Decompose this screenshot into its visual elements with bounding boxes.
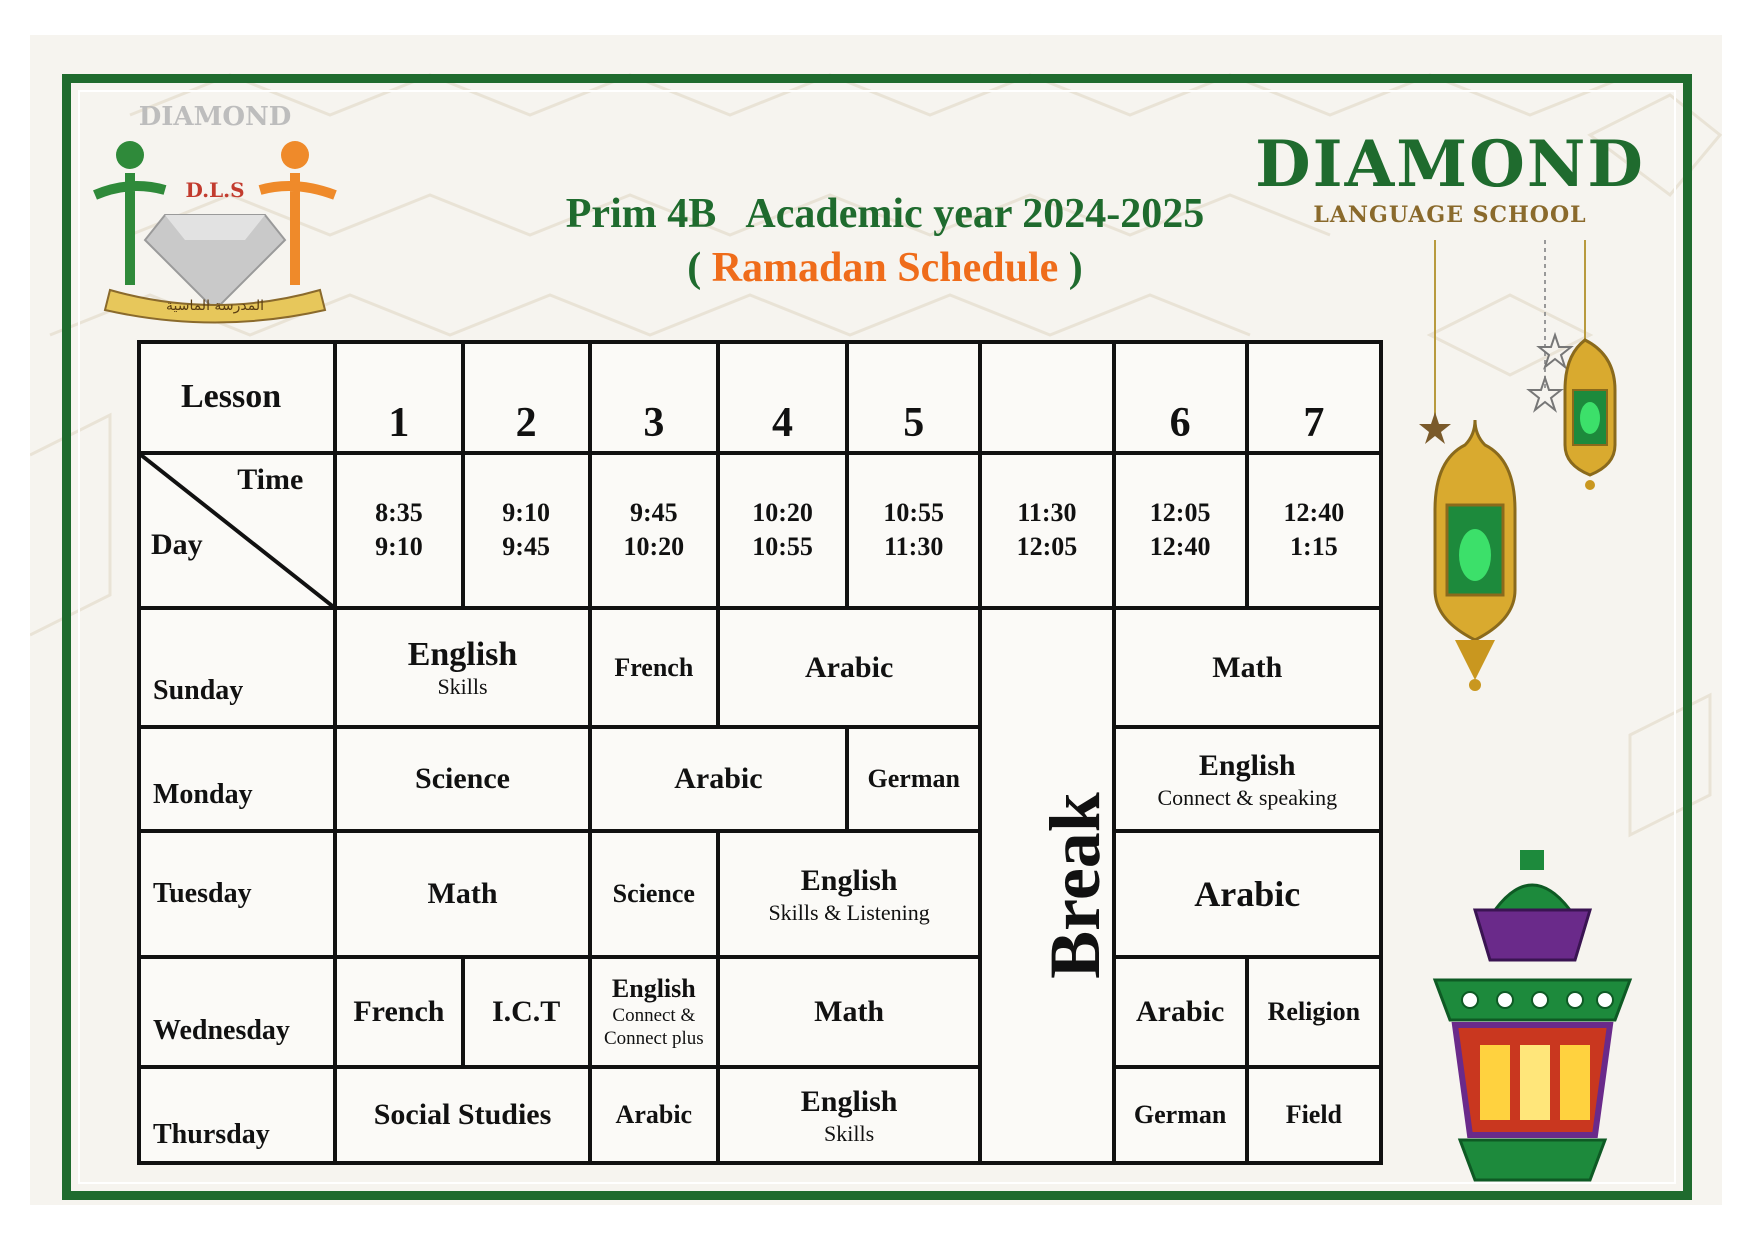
logo-ribbon-text: المدرسة الماسية — [165, 298, 265, 314]
subject-cell: French — [590, 608, 718, 727]
day-name: Thursday — [139, 1067, 335, 1163]
subject-cell: French — [335, 957, 462, 1068]
subject-cell: Arabic — [590, 727, 847, 832]
subject-cell: German — [847, 727, 980, 832]
time-label: Time — [237, 462, 304, 496]
day-name: Sunday — [139, 608, 335, 727]
subject-cell: Social Studies — [335, 1067, 589, 1163]
lesson-number: 2 — [463, 342, 590, 453]
subject-cell: Religion — [1247, 957, 1381, 1068]
time-slot: 12:05 12:40 — [1114, 453, 1247, 609]
lesson-number: 7 — [1247, 342, 1381, 453]
subject-cell: English Connect & Connect plus — [590, 957, 718, 1068]
page-subtitle: ( Ramadan Schedule ) — [687, 245, 1083, 291]
logo-dls-text: D.L.S — [185, 178, 245, 202]
subject-cell: Arabic — [1114, 831, 1381, 957]
subject-cell: Field — [1247, 1067, 1381, 1163]
subject-cell: English Skills & Listening — [718, 831, 980, 957]
logo-arc-text: DIAMOND — [138, 102, 292, 132]
tuesday-row — [139, 831, 1381, 957]
lesson-row — [139, 342, 1381, 453]
school-logo — [75, 95, 355, 330]
lesson-number-break — [980, 342, 1113, 453]
time-slot: 12:40 1:15 — [1247, 453, 1381, 609]
brand-block — [1240, 127, 1660, 228]
subject-cell: Science — [590, 831, 718, 957]
page-title: Prim 4B Academic year 2024-2025 — [565, 191, 1205, 237]
time-day-corner — [139, 453, 335, 609]
thursday-row — [139, 1067, 1381, 1163]
day-name: Monday — [139, 727, 335, 832]
subject-cell: English Skills — [335, 608, 589, 727]
time-slot: 10:55 11:30 — [847, 453, 980, 609]
brand-subtitle: LANGUAGE SCHOOL — [1313, 202, 1587, 228]
subject-cell: Arabic — [1114, 957, 1247, 1068]
subject-cell: Math — [718, 957, 980, 1068]
day-name: Tuesday — [139, 831, 335, 957]
subject-cell: Arabic — [590, 1067, 718, 1163]
time-row — [139, 453, 1381, 609]
ramadan-schedule-label: Ramadan Schedule — [711, 245, 1059, 291]
time-slot: 8:35 9:10 — [335, 453, 462, 609]
subject-cell: English Connect & speaking — [1114, 727, 1381, 832]
lesson-number: 6 — [1114, 342, 1247, 453]
monday-row — [139, 727, 1381, 832]
lesson-header: Lesson — [139, 342, 335, 453]
subject-cell: Math — [1114, 608, 1381, 727]
ramadan-lantern-icon — [1425, 850, 1640, 1195]
time-slot: 10:20 10:55 — [718, 453, 847, 609]
brand-name: DIAMOND — [1255, 127, 1645, 202]
subject-cell: Math — [335, 831, 589, 957]
lesson-number: 5 — [847, 342, 980, 453]
day-name: Wednesday — [139, 957, 335, 1068]
lesson-number: 3 — [590, 342, 718, 453]
time-slot: 9:10 9:45 — [463, 453, 590, 609]
wednesday-row — [139, 957, 1381, 1068]
break-cell: Break — [980, 608, 1113, 1163]
lesson-number: 1 — [335, 342, 462, 453]
sunday-row — [139, 608, 1381, 727]
subject-cell: English Skills — [718, 1067, 980, 1163]
lesson-number: 4 — [718, 342, 847, 453]
time-slot-break: 11:30 12:05 — [980, 453, 1113, 609]
subject-cell: Science — [335, 727, 589, 832]
subject-cell: Arabic — [718, 608, 980, 727]
day-label: Day — [151, 528, 203, 562]
hanging-lanterns-icon — [1395, 240, 1655, 710]
schedule-table — [137, 340, 1383, 1165]
time-slot: 9:45 10:20 — [590, 453, 718, 609]
subject-cell: German — [1114, 1067, 1247, 1163]
subject-cell: I.C.T — [463, 957, 590, 1068]
